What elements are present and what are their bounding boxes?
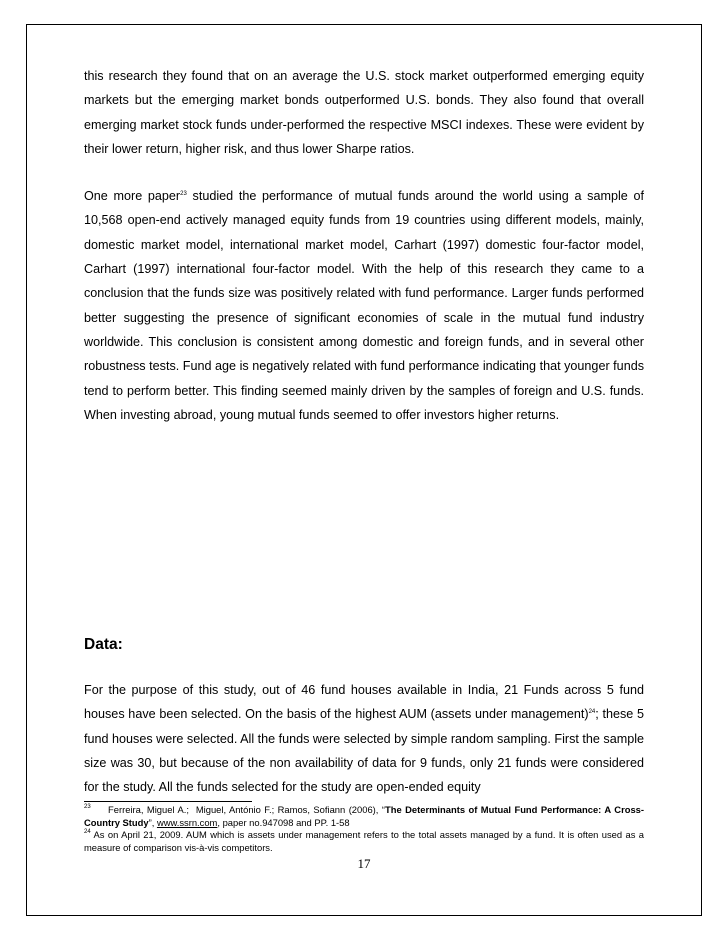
data-paragraph: For the purpose of this study, out of 46 fund houses available in India, 21 Funds across 5 fund houses have been selected. On the basis of the highest AUM (assets under management)$^{24}$; these 5 fund houses were selected. All the funds were selected by simple random sampling. First the sample size was 30, but because of the non availability of data for 9 funds, only 21 funds were considered for the study. All the funds selected for the study are open-ended equity xyxy=(84,683,645,795)
page-number: 17 xyxy=(357,856,371,871)
paragraph-1: this research they found that on an average the U.S. stock market outperformed emerging equity markets but the emerging market bonds outperformed U.S. bonds. They also found that overall emerging market stock funds under-performed the respective MSCI indexes. These were evident by their lower return, higher risk, and thus lower Sharpe ratios. xyxy=(84,69,644,156)
footnote-24: $^{24}$ As on April 21, 2009. AUM which is assets under management refers to the total assets managed by a fund. It is often used as a measure of comparison vis-à-vis competitors. xyxy=(84,829,644,853)
paragraph-2: One more paper$^{23}$ studied the performance of mutual funds around the world using a sample of 10,568 open-end actively managed equity funds from 19 countries using different models, mainly, domestic market model, international market model, Carhart (1997) domestic four-factor model, Carhart (1997) international four-factor model. With the help of this research they came to a conclusion that the funds size was positively related with fund performance. Larger funds performed better suggesting the presence of significant economies of scale in the mutual fund industry worldwide. This conclusion is consistent among domestic and foreign funds, and in several other robustness tests. Fund age is negatively related with fund performance indicating that younger funds tend to perform better. This finding seemed mainly driven by the samples of foreign and U.S. funds. When investing abroad, young mutual funds seemed to offer investors higher returns. xyxy=(84,189,644,422)
footnote-ref-23[interactable]: 23 xyxy=(180,191,187,198)
body-text xyxy=(84,64,644,427)
footnote-23: $^{23}$ Ferreira, Miguel A.; Miguel, António F.; Ramos, Sofiann (2006), “The Determinants of Mutual Fund Performance: A Cross-Country Study”, www.ssrn.com, paper no.947098 and PP. 1-58 xyxy=(84,804,644,828)
ssrn-link[interactable]: www.ssrn.com xyxy=(156,816,218,828)
footnote-title: The Determinants of Mutual Fund Performance: A Cross-Country Study xyxy=(84,804,644,828)
data-heading: Data: xyxy=(84,636,123,653)
footnote-ref-24[interactable]: 24 xyxy=(588,709,596,716)
footnotes xyxy=(84,804,644,854)
footnote-separator xyxy=(84,801,252,802)
